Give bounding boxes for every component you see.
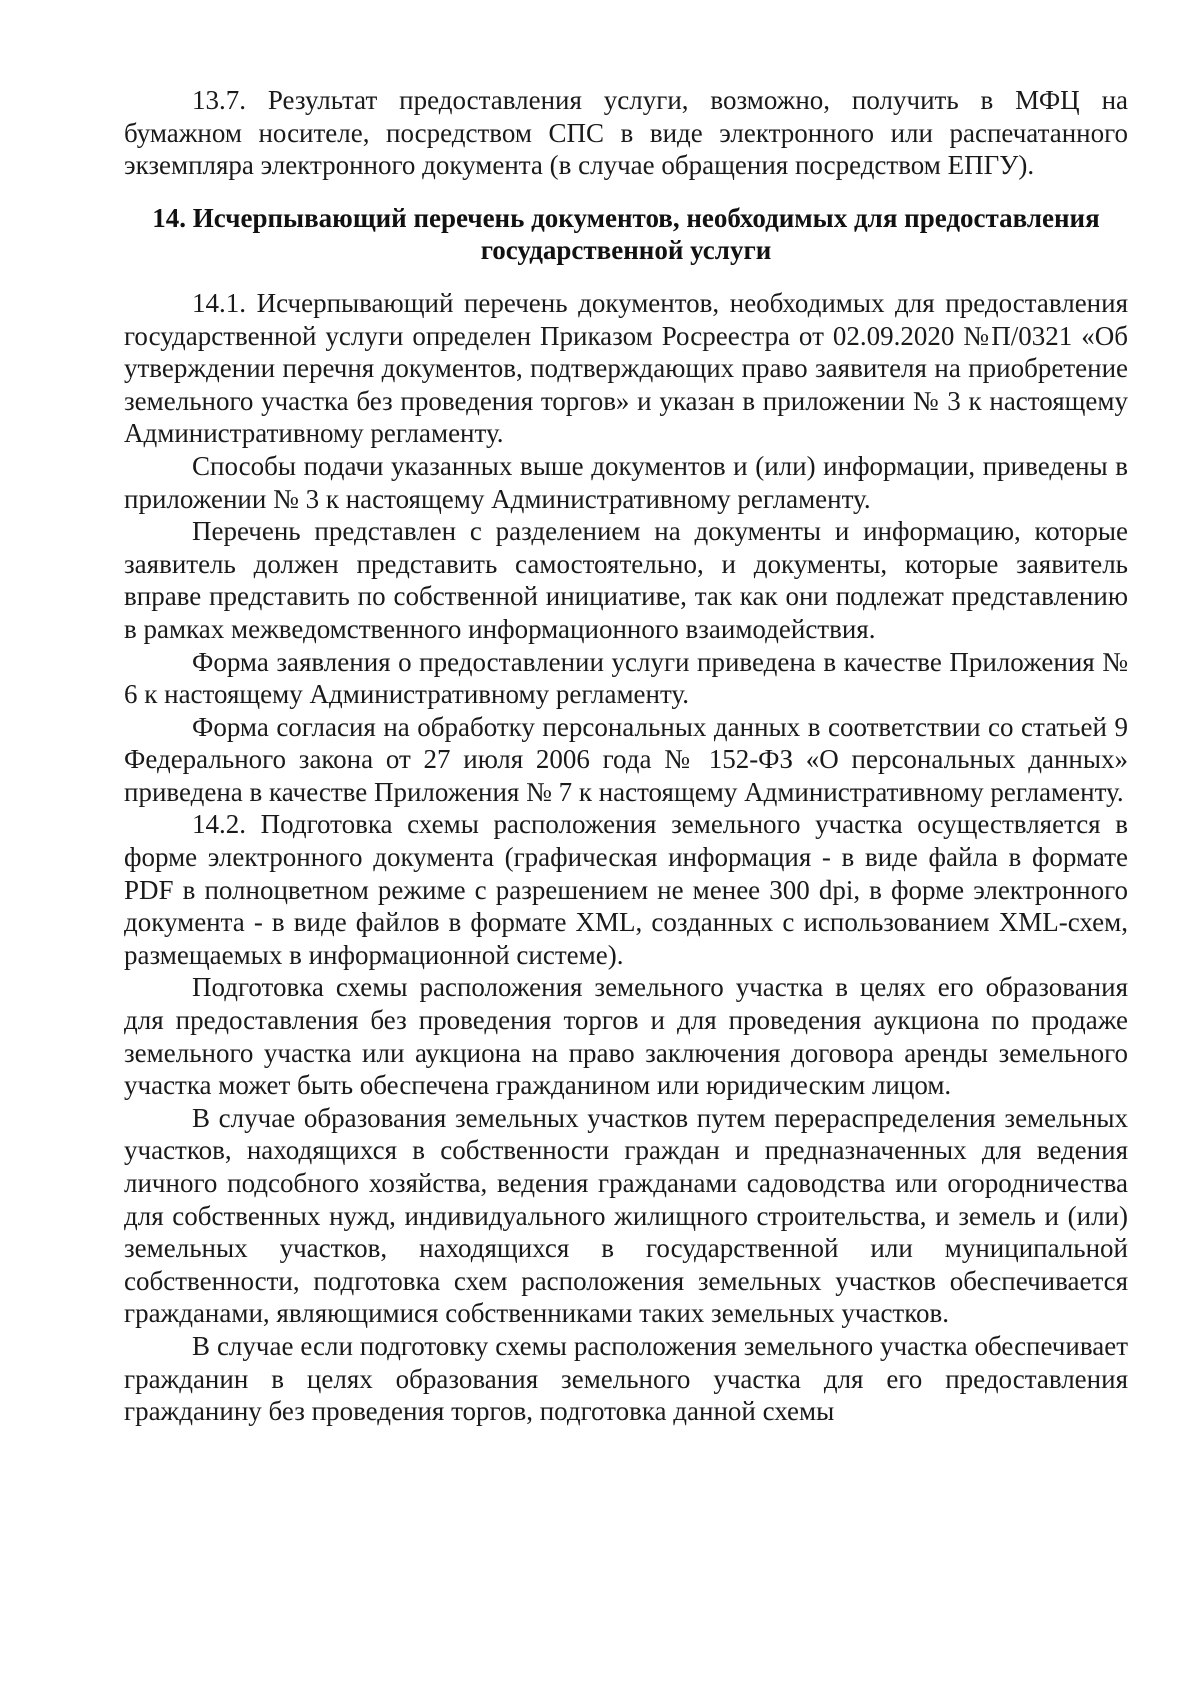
paragraph-14-2: 14.2. Подготовка схемы расположения земельного участка осуществляется в форме электронного документа (графическая информация - в виде файла в формате PDF в полноцветном режиме с разрешением не менее 300 dpi, в форме электронного документа - в виде файлов в формате XML, созданных с использованием XML-схем, размещаемых в информационной системе).: [124, 809, 1128, 970]
paragraph-submission-methods: Способы подачи указанных выше документов и (или) информации, приведены в приложении № 3 к настоящему Административному регламенту.: [124, 450, 1128, 514]
paragraph-redistribution: В случае образования земельных участков путем перераспределения земельных участков, находящихся в собственности граждан и предназначенных для ведения личного подсобного хозяйства, ведения гражданами садоводства или огородничества для собственных нужд, индивидуального жилищного строительства, и земель и (или) земельных участков, находящихся в государственной или муниципальной собственности, подготовка схем расположения земельных участков обеспечивается гражданами, являющимися собственниками таких земельных участков.: [124, 1102, 1128, 1329]
document-body: [124, 84, 1128, 1428]
paragraph-list-division: Перечень представлен с разделением на документы и информацию, которые заявитель должен представить самостоятельно, и документы, которые заявитель вправе представить по собственной инициативе, так как они подлежат представлению в рамках межведомственного информационного взаимодействия.: [124, 516, 1128, 644]
section-heading-14: 14. Исчерпывающий перечень документов, необходимых для предоставления государственной услуги: [152, 202, 1100, 266]
paragraph-citizen-scheme: В случае если подготовку схемы расположения земельного участка обеспечивает гражданин в целях образования земельного участка для его предоставления гражданину без проведения торгов, подготовка данной схемы: [124, 1330, 1128, 1427]
paragraph-scheme-preparation: Подготовка схемы расположения земельного участка в целях его образования для предоставления без проведения торгов и для проведения аукциона по продаже земельного участка или аукциона на право заключения договора аренды земельного участка может быть обеспечена гражданином или юридическим лицом.: [124, 972, 1128, 1101]
paragraph-13-7: 13.7. Результат предоставления услуги, возможно, получить в МФЦ на бумажном носителе, посредством СПС в виде электронного или распечатанного экземпляра электронного документа (в случае обращения посредством ЕПГУ).: [124, 85, 1128, 181]
paragraph-consent-form: Форма согласия на обработку персональных данных в соответствии со статьей 9 Федерального закона от 27 июля 2006 года № 152-ФЗ «О персональных данных» приведена в качестве Приложения № 7 к настоящему Административному регламенту.: [124, 711, 1128, 807]
paragraph-14-1: 14.1. Исчерпывающий перечень документов, необходимых для предоставления государственной услуги определен Приказом Росреестра от 02.09.2020 №П/0321 «Об утверждении перечня документов, подтверждающих право заявителя на приобретение земельного участка без проведения торгов» и указан в приложении № 3 к настоящему Административному регламенту.: [124, 287, 1128, 449]
paragraph-application-form: Форма заявления о предоставлении услуги приведена в качестве Приложения № 6 к настоящему Административному регламенту.: [124, 646, 1128, 710]
